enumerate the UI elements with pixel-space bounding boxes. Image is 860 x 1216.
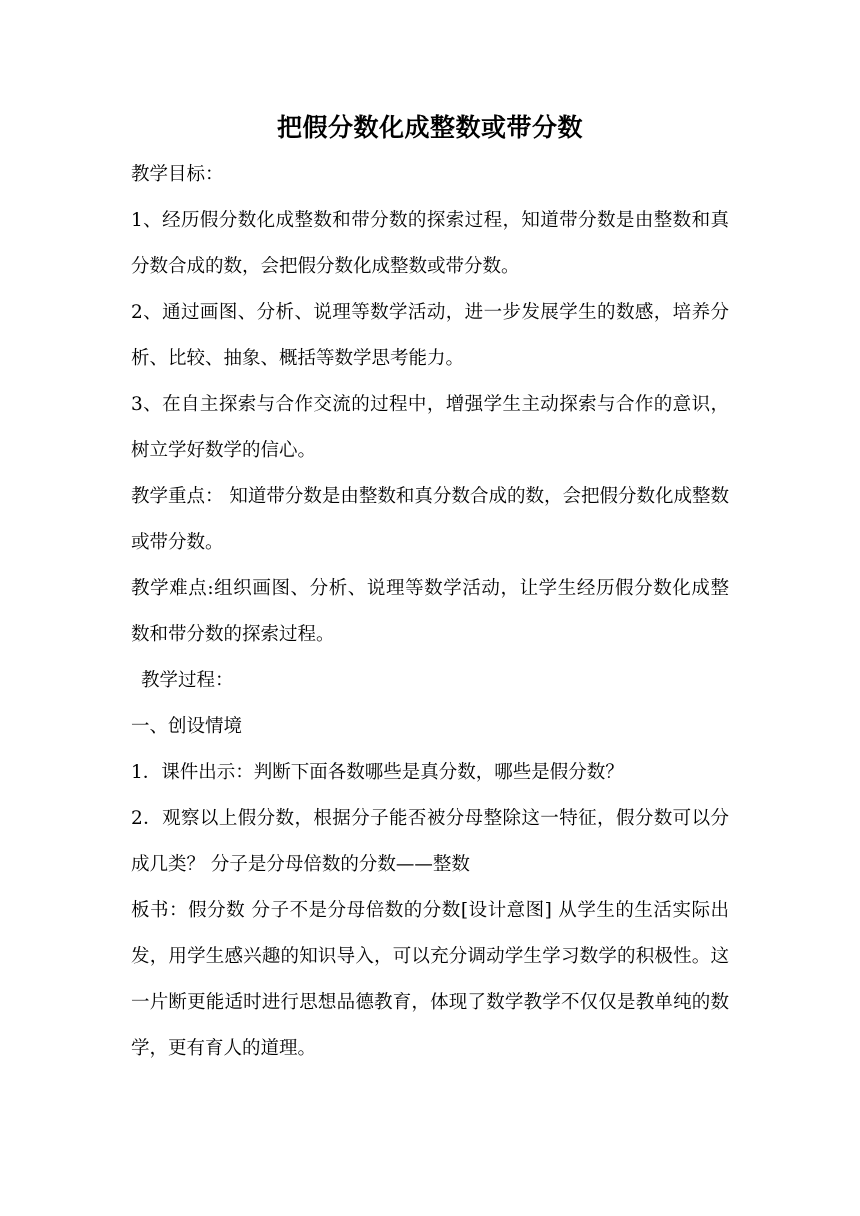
section-heading-situation: 一、创设情境	[131, 716, 243, 737]
document-body	[131, 152, 729, 1072]
step-2: 2．观察以上假分数，根据分子能否被分母整除这一特征，假分数可以分成几类？ 分子是分母倍数的分数——整数	[131, 808, 729, 875]
difficult-point: 教学难点:组织画图、分析、说理等数学活动，让学生经历假分数化成整数和带分数的探索过程。	[131, 578, 729, 645]
blackboard-note: 板书：假分数 分子不是分母倍数的分数[设计意图] 从学生的生活实际出发，用学生感兴趣的知识导入，可以充分调动学生学习数学的积极性。这一片断更能适时进行思想品德教育，体现了数学教学不仅仅是教单纯的数学，更有育人的道理。	[131, 900, 729, 1059]
objective-3: 3、在自主探索与合作交流的过程中，增强学生主动探索与合作的意识，树立学好数学的信心。	[131, 394, 729, 461]
document-title: 把假分数化成整数或带分数	[276, 113, 583, 142]
section-heading-process: 教学过程：	[141, 670, 234, 691]
objective-2: 2、通过画图、分析、说理等数学活动，进一步发展学生的数感，培养分析、比较、抽象、概括等数学思考能力。	[131, 302, 729, 369]
step-1: 1．课件出示：判断下面各数哪些是真分数，哪些是假分数？	[131, 762, 624, 783]
key-point: 教学重点： 知道带分数是由整数和真分数合成的数，会把假分数化成整数或带分数。	[131, 486, 729, 553]
objective-1: 1、经历假分数化成整数和带分数的探索过程，知道带分数是由整数和真分数合成的数，会把假分数化成整数或带分数。	[131, 210, 729, 277]
section-heading-objectives: 教学目标：	[131, 164, 224, 185]
